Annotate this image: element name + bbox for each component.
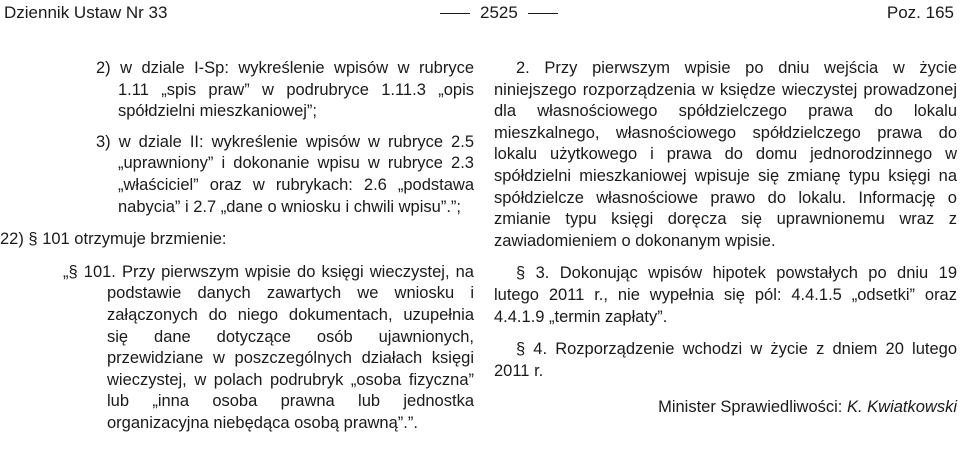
left-column bbox=[0, 58, 474, 435]
journal-title: Dziennik Ustaw Nr 33 bbox=[4, 3, 168, 22]
paragraph-2-text: 2. Przy pierwszym wpisie po dniu wejścia w życie niniejszego rozporządzenia w księdze wieczystej prowadzonej dla własnościowego spółdzielczego prawa do lokalu mieszkalnego, własnościowego spółdzielczego prawa do lokalu użytkowego i prawa do domu jednorodzinnego w spółdzielni mieszkaniowej wpisuje się zmianę typu księgi na spółdzielcze własnościowe prawo do lokalu. Informację o zmianie typu księgi doręcza się uprawnionemu wraz z zawiadomieniem o dokonanym wpisie. bbox=[494, 59, 957, 250]
dash-right bbox=[528, 13, 558, 14]
signature-name: K. Kwiatkowski bbox=[846, 398, 957, 417]
page-header bbox=[0, 0, 960, 30]
right-column bbox=[494, 58, 957, 419]
signature-line bbox=[494, 397, 957, 419]
item-2-text: 2) w dziale I-Sp: wykreślenie wpisów w rubryce 1.11 „spis praw” w podrubryce 1.11.3 „opis spółdzielni mieszkaniowej”; bbox=[96, 59, 474, 121]
page-number: 2525 bbox=[480, 3, 518, 22]
position-number: Poz. 165 bbox=[886, 3, 954, 22]
page-number-block bbox=[430, 3, 568, 23]
item-3-text: 3) w dziale II: wykreślenie wpisów w rubryce 2.5 „uprawniony” i dokonanie wpisu w rubryce 2.3 „właściciel” oraz w rubrykach: 2.6 „podstawa nabycia” i 2.7 „dane o wniosku i chwili wpisu”.”; bbox=[96, 132, 474, 216]
dash-left bbox=[440, 13, 470, 14]
paragraph-s3-text: § 3. Dokonując wpisów hipotek powstałych po dniu 19 lutego 2011 r., nie wypełnia się pól: 4.4.1.5 „odsetki” oraz 4.4.1.9 „termin zapłaty”. bbox=[494, 264, 957, 326]
paragraph-101-text: „§ 101. Przy pierwszym wpisie do księgi wieczystej, na podstawie danych zawartych we wniosku i załączonych do niego dokumentach, uzupełnia się dane dotyczące osób ujawnionych, przewidziane w poszczególnych działach księgi wieczystej, w polach podrubryk „osoba fizyczna” lub „inna osoba prawna lub jednostka organizacyjna niebędąca osobą prawną”.”. bbox=[63, 262, 474, 432]
item-22-text: 22) § 101 otrzymuje brzmienie: bbox=[0, 230, 227, 249]
signature-role: Minister Sprawiedliwości: bbox=[658, 398, 847, 417]
paragraph-s4-text: § 4. Rozporządzenie wchodzi w życie z dniem 20 lutego 2011 r. bbox=[494, 340, 957, 380]
